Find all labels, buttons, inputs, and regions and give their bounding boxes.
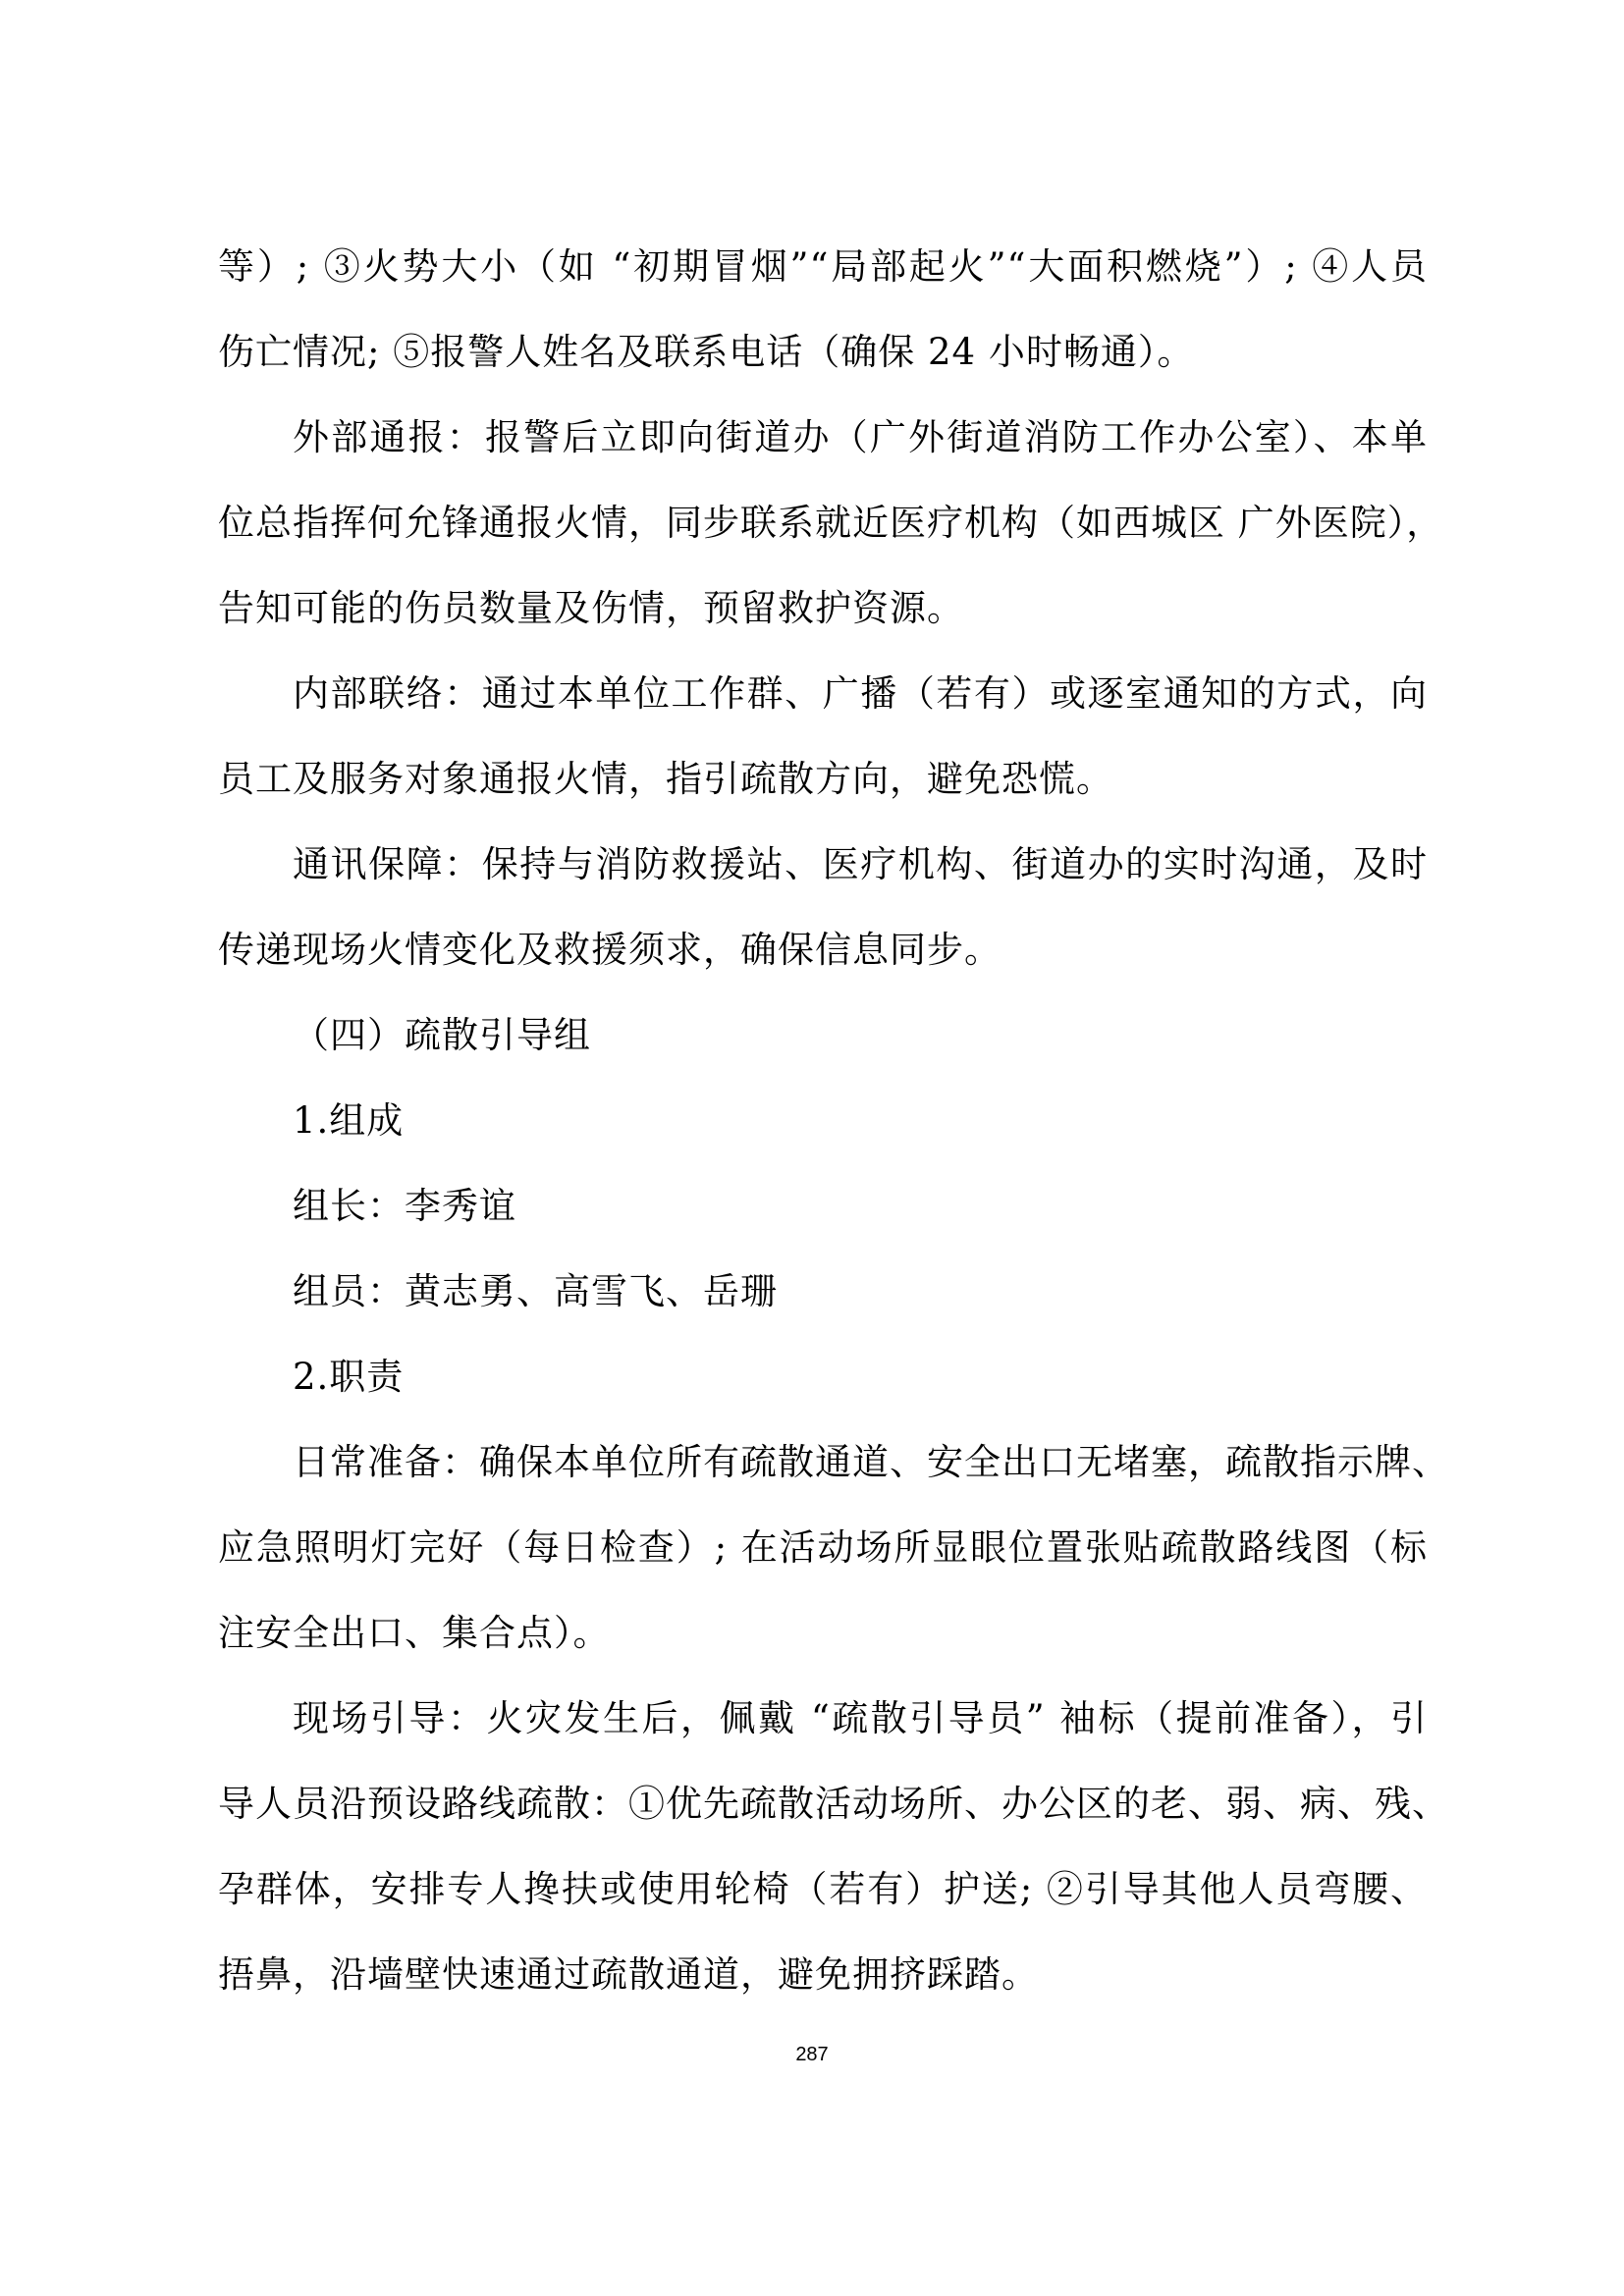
text-line: 应急照明灯完好（每日检查）; 在活动场所显眼位置张贴疏散路线图（标 <box>218 1526 1428 1569</box>
text-line: （四）疏散引导组 <box>293 1014 591 1056</box>
text-line: 外部通报：报警后立即向街道办（广外街道消防工作办公室）、本单 <box>293 416 1428 458</box>
text-line: 组长：李秀谊 <box>293 1185 516 1227</box>
page-number: 287 <box>795 2044 829 2065</box>
text-line: 组员：黄志勇、高雪飞、岳珊 <box>293 1270 778 1312</box>
text-line: 员工及服务对象通报火情，指引疏散方向，避免恐慌。 <box>218 758 1113 800</box>
body-text <box>218 224 1449 2017</box>
text-line: 通讯保障：保持与消防救援站、医疗机构、街道办的实时沟通，及时 <box>293 843 1428 885</box>
text-line: 捂鼻，沿墙壁快速通过疏散通道，避免拥挤踩踏。 <box>218 1953 1039 1996</box>
text-line: 告知可能的伤员数量及伤情，预留救护资源。 <box>218 587 964 629</box>
text-line: 2.职责 <box>293 1356 405 1398</box>
text-line: 内部联络：通过本单位工作群、广播（若有）或逐室通知的方式，向 <box>293 672 1428 715</box>
text-line: 等）; ③火势大小（如 “初期冒烟”“局部起火”“大面积燃烧”）; ④人员 <box>218 245 1428 288</box>
text-line: 现场引导：火灾发生后，佩戴 “疏散引导员” 袖标（提前准备），引 <box>293 1697 1428 1739</box>
text-line: 位总指挥何允锋通报火情，同步联系就近医疗机构（如西城区 广外医院）， <box>218 502 1444 544</box>
text-line: 伤亡情况; ⑤报警人姓名及联系电话（确保 24 小时畅通）。 <box>218 331 1195 373</box>
text-line: 1.组成 <box>293 1099 405 1142</box>
text-line: 孕群体，安排专人搀扶或使用轮椅（若有）护送; ②引导其他人员弯腰、 <box>218 1868 1428 1910</box>
text-line: 传递现场火情变化及救援须求，确保信息同步。 <box>218 929 1001 971</box>
text-line: 注安全出口、集合点）。 <box>218 1612 611 1654</box>
text-line: 导人员沿预设路线疏散：①优先疏散活动场所、办公区的老、弱、病、残、 <box>218 1783 1449 1825</box>
text-line: 日常准备：确保本单位所有疏散通道、安全出口无堵塞，疏散指示牌、 <box>293 1441 1449 1483</box>
